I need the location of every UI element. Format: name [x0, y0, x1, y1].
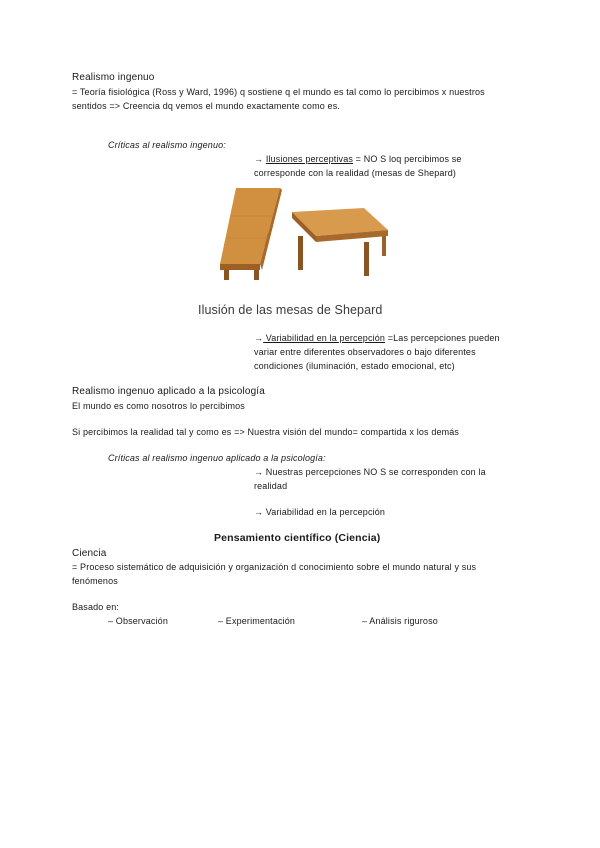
image-caption: Ilusión de las mesas de Shepard [198, 303, 383, 317]
definition-line-1: = Teoría fisiológica (Ross y Ward, 1996) q sostiene q el mundo es tal como lo percibimos x nuestros [72, 87, 485, 97]
critica2-item1-line1: → Nuestras percepciones NO S se corresponden con la [254, 467, 486, 477]
term-variabilidad: Variabilidad en la percepción [263, 333, 386, 343]
definition-line-2: sentidos => Creencia dq vemos el mundo exactamente como es. [72, 101, 340, 111]
ciencia-line-2: fenómenos [72, 576, 118, 586]
section-title-pensamiento: Pensamiento científico (Ciencia) [214, 532, 381, 544]
critica-item-variabilidad-line2: variar entre diferentes observadores o bajo diferentes [254, 347, 476, 357]
arrow-icon: → [254, 154, 264, 164]
critica-item-ilusiones-line2: corresponde con la realidad (mesas de Shepard) [254, 168, 457, 178]
shepard-tables-illustration [216, 186, 396, 286]
term-ilusiones-perceptivas: Ilusiones perceptivas [265, 154, 354, 164]
critica2-item2: → Variabilidad en la percepción [254, 507, 386, 517]
psicologia-line-2: Si percibimos la realidad tal y como es => Nuestra visión del mundo= compartida x los demás [72, 427, 460, 437]
critica-item-variabilidad-rest: =Las percepciones pueden [385, 333, 500, 343]
list-item-experimentacion: – Experimentación [218, 616, 296, 626]
psicologia-line-1: El mundo es como nosotros lo percibimos [72, 401, 245, 411]
heading-psicologia: Realismo ingenuo aplicado a la psicología [72, 386, 265, 397]
criticas-heading: Críticas al realismo ingenuo: [108, 140, 226, 150]
critica-item-variabilidad [254, 332, 500, 345]
heading-ciencia: Ciencia [72, 548, 107, 559]
arrow-icon: → [254, 333, 264, 343]
critica2-item1-line2: realidad [254, 481, 288, 491]
critica-item-ilusiones-rest: = NO S loq percibimos se [353, 154, 462, 164]
critica-item-variabilidad-line3: condiciones (iluminación, estado emocional, etc) [254, 361, 455, 371]
heading-realismo-ingenuo: Realismo ingenuo [72, 72, 155, 83]
critica-item-ilusiones [254, 153, 462, 166]
right-table [292, 208, 388, 276]
criticas-psicologia-heading: Críticas al realismo ingenuo aplicado a la psicología: [108, 453, 326, 463]
basado-en-label: Basado en: [72, 602, 120, 612]
list-item-observacion: – Observación [108, 616, 168, 626]
ciencia-line-1: = Proceso sistemático de adquisición y organización d conocimiento sobre el mundo natural y sus [72, 562, 477, 572]
left-table [220, 188, 282, 280]
list-item-analisis: – Análisis riguroso [362, 616, 438, 626]
